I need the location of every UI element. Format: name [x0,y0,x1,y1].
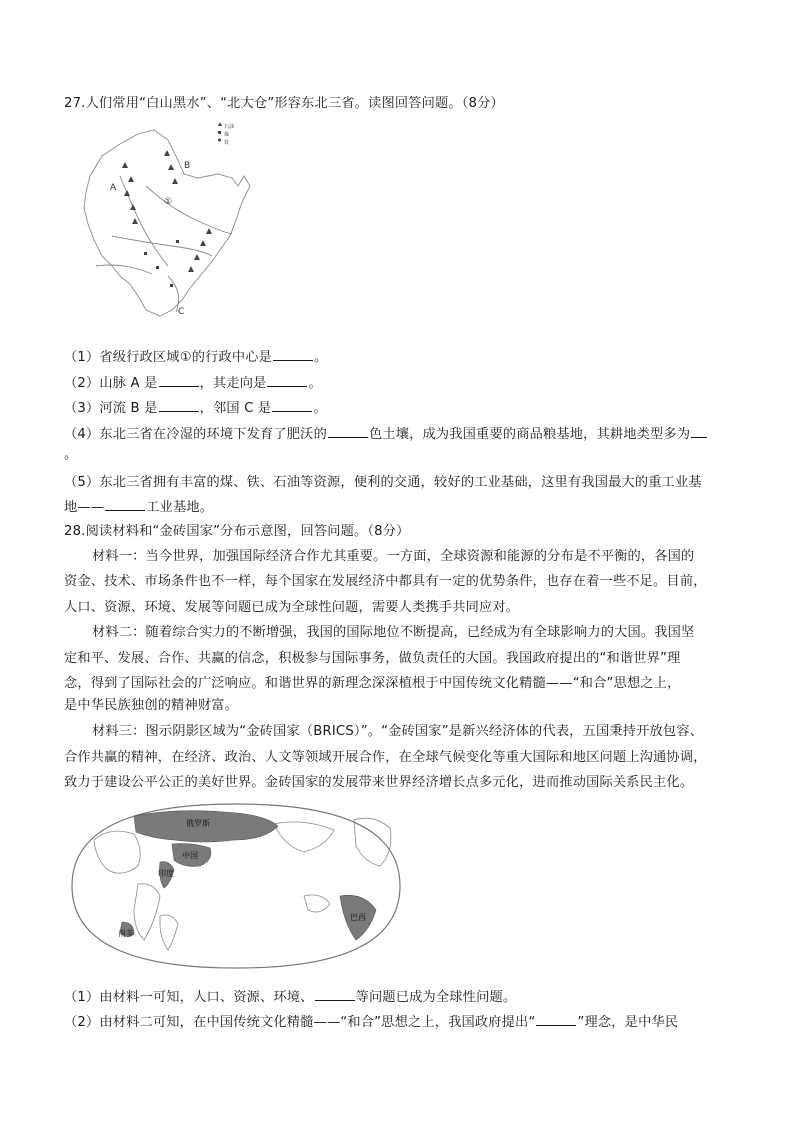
label-mountain-b: B [184,161,191,171]
label-mountain-a: A [110,183,117,193]
legend-item-oil: 石油 [224,124,235,130]
answer-blank[interactable] [328,425,368,438]
question-27-title: 27.人们常用“白山黑水”、“北大仓”形容东北三省。读图回答问题。（8分） [64,96,504,111]
q27-sub5-line2: 地—— 工业基地。 [64,500,214,515]
answer-blank[interactable] [267,374,307,387]
material1-line: 材料一：当今世界，加强国际经济合作尤其重要。一方面，全球资源和能源的分布是不平衡的，各国的 [92,549,695,564]
answer-blank[interactable] [691,425,707,438]
northeast-china-map [72,116,262,328]
material3-line: 合作共赢的精神，在经济、政治、人文等领域开展合作，在全球气候变化等重大国际和地区问题上沟通协调， [64,750,707,765]
q28-sub2: （2）由材料二可知，在中国传统文化精髓——“和合”思想之上，我国政府提出“ ”理念，是中华民 [64,1015,679,1030]
country-label-south-africa: 南非 [118,929,134,938]
material2-line: 是中华民族独创的精神财富。 [64,698,239,713]
answer-blank[interactable] [272,399,312,412]
q27-sub5-line1: （5）东北三省拥有丰富的煤、铁、石油等资源，便利的交通，较好的工业基础，这里有我国最大的重工业基 [64,475,702,490]
brics-world-map [64,800,408,972]
material2-line: 念，得到了国际社会的广泛响应。和谐世界的新理念深深植根于中国传统文化精髓——“和合”思想之上， [64,676,681,691]
answer-blank[interactable] [159,374,199,387]
q27-sub4: （4）东北三省在冷湿的环境下发育了肥沃的 色土壤，成为我国重要的商品粮基地，其耕地类型多为 [64,423,708,442]
answer-blank[interactable] [536,1013,576,1026]
country-label-brazil: 巴西 [350,913,366,922]
material2-line: 材料二：随着综合实力的不断增强，我国的国际地位不断提高，已经成为有全球影响力的大国。我国坚 [92,625,695,640]
q27-sub3: （3）河流 B 是 ，邻国 C 是 。 [64,401,327,416]
label-c: C [178,307,185,317]
material1-line: 资金、技术、市场条件也不一样，每个国家在发展经济中都具有一定的优势条件，也存在着一些不足。目前， [64,574,707,589]
q27-sub4-cont: 。 [64,447,78,462]
material2-line: 定和平、发展、合作、共赢的信念，积极参与国际事务，做负责任的大国。我国政府提出的“和谐世界”理 [64,651,681,666]
legend-item-iron: 铁 [224,140,230,146]
country-label-india: 印度 [158,869,174,878]
answer-blank[interactable] [273,348,313,361]
material3-line: 材料三：图示阴影区域为“金砖国家（BRICS）”。“金砖国家”是新兴经济体的代表，五国秉持开放包容、 [92,724,704,739]
country-label-china: 中国 [182,851,198,860]
q27-sub1: （1）省级行政区域①的行政中心是 。 [64,350,328,365]
material3-line: 致力于建设公平公正的美好世界。金砖国家的发展带来世界经济增长点多元化，进而推动国际关系民主化。 [64,775,694,790]
label-region-1: ① [164,197,173,207]
country-label-russia: 俄罗斯 [186,819,210,828]
answer-blank[interactable] [105,498,145,511]
legend-item-coal: 煤 [224,132,230,138]
q28-sub1: （1）由材料一可知，人口、资源、环境、 等问题已成为全球性问题。 [64,990,517,1005]
answer-blank[interactable] [159,399,199,412]
q27-sub2: （2）山脉 A 是 ，其走向是 。 [64,376,322,391]
material1-line: 人口、资源、环境、发展等问题已成为全球性问题，需要人类携手共同应对。 [64,600,520,615]
question-28-title: 28.阅读材料和“金砖国家”分布示意图，回答问题。（8分） [64,524,410,539]
answer-blank[interactable] [315,988,355,1001]
